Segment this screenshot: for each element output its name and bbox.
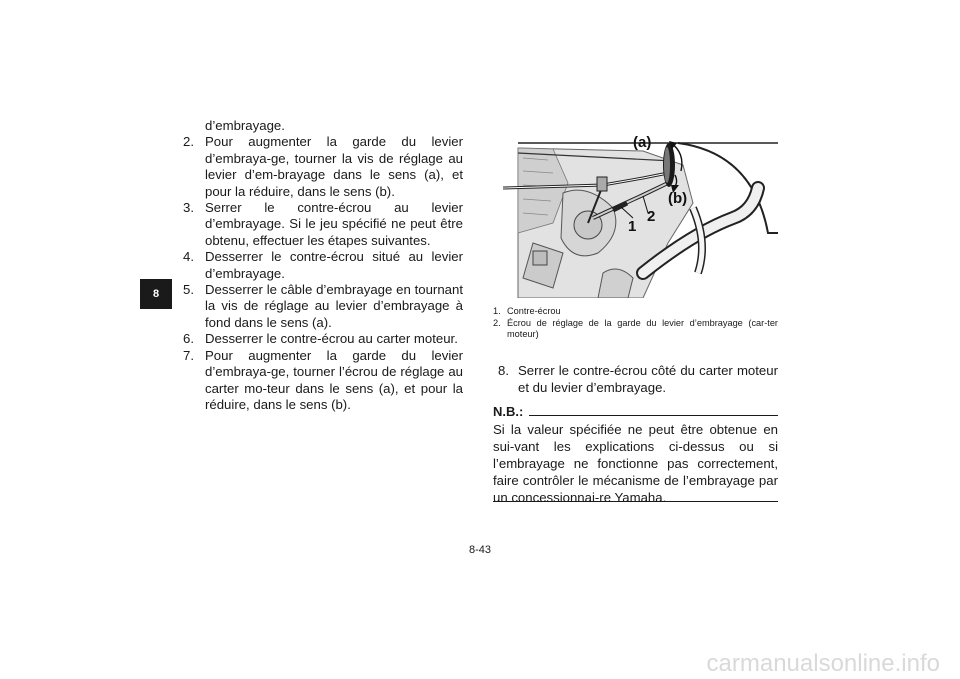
step-text: Desserrer le contre-écrou situé au levier d’embrayage. [205,249,463,281]
caption-text: Écrou de réglage de la garde du levier d’embrayage (car-ter moteur) [507,317,778,340]
step-7 [183,348,463,414]
step-number: 7. [183,347,194,363]
step-text: Desserrer le câble d’embrayage en tournant la vis de réglage au levier d’embrayage à fond dans le sens (a). [205,282,463,330]
figure-captions [493,306,778,341]
step-2 [183,134,463,200]
clutch-cable-illustration [493,113,778,298]
step-text: Pour augmenter la garde du levier d’embraya-ge, tourner l’écrou de réglage au carter mo-teur dans le sens (a), et pour la réduire, dans le sens (b). [205,347,463,412]
note-text: Si la valeur spécifiée ne peut être obtenue en sui-vant les explications ci-dessus ou si l’embrayage ne fonctionne pas correctement, faire contrôler le mécanisme de l’embrayage par un concessionnai-re Yamaha. [493,422,778,506]
caption-number: 1. [493,306,501,316]
cable-clamp [597,177,607,191]
step-5 [183,282,463,331]
step-number: 4. [183,249,194,265]
step-text: Pour augmenter la garde du levier d’embraya-ge, tourner la vis de réglage au levier d’em-brayage dans le sens (a), et pour la réduire, dans le sens (b). [205,134,463,199]
step-3 [183,200,463,249]
note-label: N.B.: [493,404,524,419]
caption-2 [493,318,778,341]
step-number: 8. [498,363,509,378]
step-8 [498,362,778,396]
callout-label-2: 2 [647,208,656,225]
caption-1 [493,306,778,318]
chapter-number: 8 [152,288,160,300]
illustration-drawing [493,113,778,298]
note-rule-top [529,415,778,416]
step-text: Desserrer le contre-écrou au carter moteur. [205,331,458,347]
page-number: 8-43 [468,544,492,556]
direction-label-a: (a) [633,134,652,151]
chapter-tab [140,279,172,309]
note-rule-bottom [493,501,778,502]
engine-nut [533,251,547,265]
direction-label-b: (b) [668,190,688,207]
steps-column [183,118,463,413]
callout-label-1: 1 [628,218,637,235]
caption-number: 2. [493,317,501,328]
step-text: Serrer le contre-écrou au levier d’embrayage. Si le jeu spécifié ne peut être obtenu, effectuer les étapes suivantes. [205,200,463,248]
step-6 [183,331,463,347]
note-header [493,403,778,419]
caption-text: Contre-écrou [507,306,561,316]
step-4 [183,249,463,282]
step-continuation: d’embrayage. [205,118,285,133]
step-number: 2. [183,134,194,150]
step-number: 6. [183,331,194,347]
step-number: 3. [183,200,194,216]
step-number: 5. [183,282,194,298]
watermark: carmanualsonline.info [706,650,940,677]
engine-lower-part [598,269,633,298]
step-text: Serrer le contre-écrou côté du carter moteur et du levier d’embrayage. [518,363,778,395]
adjuster-disc-face [664,147,670,183]
